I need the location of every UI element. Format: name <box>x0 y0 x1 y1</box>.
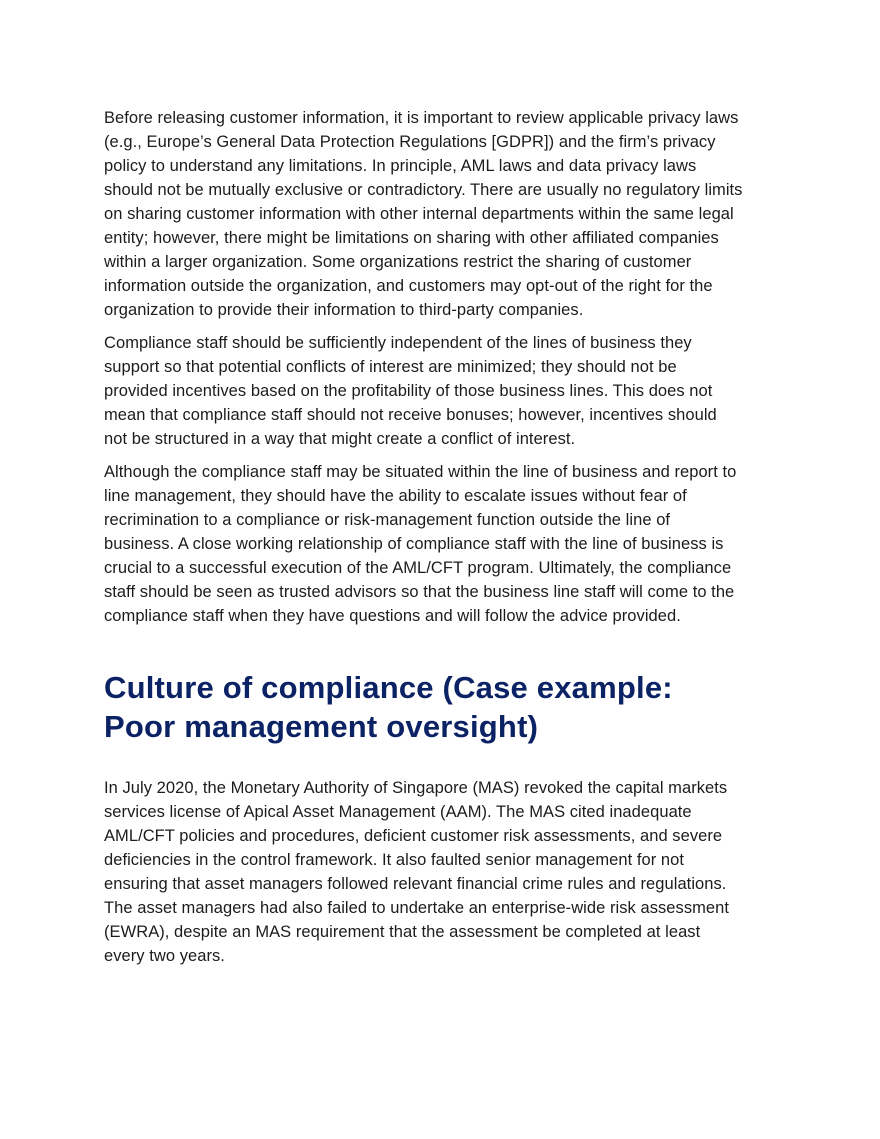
paragraph-case-example: In July 2020, the Monetary Authority of Singapore (MAS) revoked the capital markets services license of Apical Asset Management (AAM). The MAS cited inadequate AML/CFT policies and procedures, deficient customer risk assessments, and severe deficiencies in the control framework. It also faulted senior management for not ensuring that asset managers followed relevant financial crime rules and regulations. The asset managers had also failed to undertake an enterprise-wide risk assessment (EWRA), despite an MAS requirement that the assessment be completed at least every two years. <box>104 779 730 965</box>
section-heading: Culture of compliance (Case example: Poor management oversight) <box>104 670 673 744</box>
document-page <box>104 106 744 977</box>
paragraph-privacy-laws: Before releasing customer information, it is important to review applicable privacy laws (e.g., Europe’s General Data Protection Regulations [GDPR]) and the firm’s privacy policy to understand any limitations. In principle, AML laws and data privacy laws should not be mutually exclusive or contradictory. There are usually no regulatory limits on sharing customer information with other internal departments within the same legal entity; however, there might be limitations on sharing with other affiliated companies within a larger organization. Some organizations restrict the sharing of customer information outside the organization, and customers may opt-out of the right for the organization to provide their information to third-party companies. <box>104 109 743 319</box>
paragraph-escalation: Although the compliance staff may be situated within the line of business and report to line management, they should have the ability to escalate issues without fear of recrimination to a compliance or risk-management function outside the line of business. A close working relationship of compliance staff with the line of business is crucial to a successful execution of the AML/CFT program. Ultimately, the compliance staff should be seen as trusted advisors so that the business line staff will come to the compliance staff when they have questions and will follow the advice provided. <box>104 463 737 625</box>
paragraph-compliance-independence: Compliance staff should be sufficiently independent of the lines of business they support so that potential conflicts of interest are minimized; they should not be provided incentives based on the profitability of those business lines. This does not mean that compliance staff should not receive bonuses; however, incentives should not be structured in a way that might create a conflict of interest. <box>104 334 717 448</box>
